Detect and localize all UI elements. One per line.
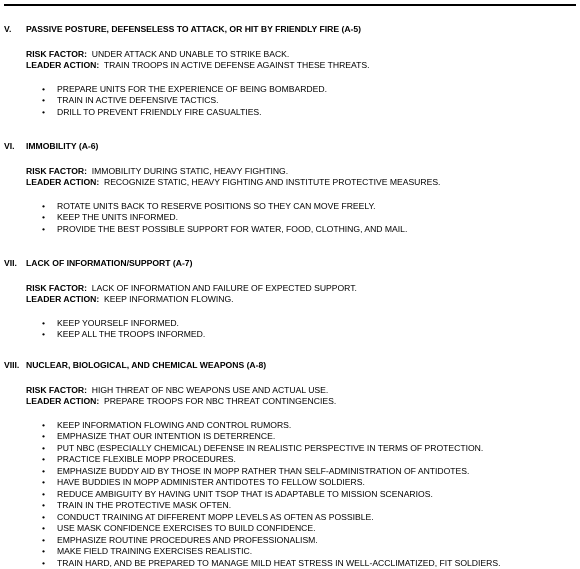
section-heading <box>4 258 576 270</box>
list-item: • USE MASK CONFIDENCE EXERCISES TO BUILD CONFIDENCE. <box>42 523 576 535</box>
bullet-list <box>4 420 576 569</box>
list-item: • PUT NBC (ESPECIALLY CHEMICAL) DEFENSE IN REALISTIC PERSPECTIVE IN TERMS OF PROTECTION. <box>42 443 576 455</box>
section-title: PASSIVE POSTURE, DEFENSELESS TO ATTACK, OR HIT BY FRIENDLY FIRE (A-5) <box>26 24 361 36</box>
risk-block <box>4 283 576 306</box>
leader-action-label: LEADER ACTION: <box>26 177 99 187</box>
list-item: • KEEP YOURSELF INFORMED. <box>42 318 576 330</box>
list-item: • ROTATE UNITS BACK TO RESERVE POSITIONS SO THEY CAN MOVE FREELY. <box>42 201 576 213</box>
risk-factor-text: LACK OF INFORMATION AND FAILURE OF EXPECTED SUPPORT. <box>92 283 357 293</box>
list-item: • REDUCE AMBIGUITY BY HAVING UNIT TSOP THAT IS ADAPTABLE TO MISSION SCENARIOS. <box>42 489 576 501</box>
risk-factor-label: RISK FACTOR: <box>26 385 87 395</box>
list-item: • KEEP ALL THE TROOPS INFORMED. <box>42 329 576 341</box>
risk-factor-line <box>26 283 576 295</box>
section-title: IMMOBILITY (A-6) <box>26 141 98 153</box>
list-item: • TRAIN IN THE PROTECTIVE MASK OFTEN. <box>42 500 576 512</box>
risk-factor-label: RISK FACTOR: <box>26 49 87 59</box>
list-item: • PRACTICE FLEXIBLE MOPP PROCEDURES. <box>42 454 576 466</box>
section-vii <box>4 258 576 341</box>
section-title: LACK OF INFORMATION/SUPPORT (A-7) <box>26 258 192 270</box>
leader-action-text: RECOGNIZE STATIC, HEAVY FIGHTING AND INSTITUTE PROTECTIVE MEASURES. <box>104 177 440 187</box>
section-title: NUCLEAR, BIOLOGICAL, AND CHEMICAL WEAPONS (A-8) <box>26 360 266 372</box>
list-item: • EMPHASIZE BUDDY AID BY THOSE IN MOPP RATHER THAN SELF-ADMINISTRATION OF ANTIDOTES. <box>42 466 576 478</box>
risk-factor-text: IMMOBILITY DURING STATIC, HEAVY FIGHTING. <box>92 166 288 176</box>
leader-action-text: TRAIN TROOPS IN ACTIVE DEFENSE AGAINST THESE THREATS. <box>104 60 370 70</box>
bullet-list <box>4 84 576 119</box>
leader-action-text: PREPARE TROOPS FOR NBC THREAT CONTINGENCIES. <box>104 396 336 406</box>
risk-factor-text: HIGH THREAT OF NBC WEAPONS USE AND ACTUAL USE. <box>92 385 329 395</box>
section-heading <box>4 24 576 36</box>
list-item: • HAVE BUDDIES IN MOPP ADMINISTER ANTIDOTES TO FELLOW SOLDIERS. <box>42 477 576 489</box>
section-number: VII. <box>4 258 26 270</box>
risk-factor-label: RISK FACTOR: <box>26 166 87 176</box>
risk-factor-line <box>26 166 576 178</box>
list-item: • CONDUCT TRAINING AT DIFFERENT MOPP LEVELS AS OFTEN AS POSSIBLE. <box>42 512 576 524</box>
bullet-list <box>4 318 576 341</box>
list-item: • DRILL TO PREVENT FRIENDLY FIRE CASUALTIES. <box>42 107 576 119</box>
section-heading <box>4 141 576 153</box>
bullet-list <box>4 201 576 236</box>
section-viii <box>4 360 576 569</box>
list-item: • EMPHASIZE ROUTINE PROCEDURES AND PROFESSIONALISM. <box>42 535 576 547</box>
leader-action-label: LEADER ACTION: <box>26 294 99 304</box>
section-v <box>4 24 576 118</box>
list-item: • TRAIN IN ACTIVE DEFENSIVE TACTICS. <box>42 95 576 107</box>
list-item: • TRAIN HARD, AND BE PREPARED TO MANAGE MILD HEAT STRESS IN WELL-ACCLIMATIZED, FIT SOLDIERS. <box>42 558 576 569</box>
section-number: VI. <box>4 141 26 153</box>
risk-factor-line <box>26 385 576 397</box>
list-item: • MAKE FIELD TRAINING EXERCISES REALISTIC. <box>42 546 576 558</box>
list-item: • PREPARE UNITS FOR THE EXPERIENCE OF BEING BOMBARDED. <box>42 84 576 96</box>
risk-factor-line <box>26 49 576 61</box>
leader-action-label: LEADER ACTION: <box>26 60 99 70</box>
top-rule <box>4 4 576 6</box>
leader-action-text: KEEP INFORMATION FLOWING. <box>104 294 234 304</box>
risk-block <box>4 385 576 408</box>
leader-action-line <box>26 60 576 72</box>
risk-factor-text: UNDER ATTACK AND UNABLE TO STRIKE BACK. <box>92 49 290 59</box>
section-vi <box>4 141 576 235</box>
list-item: • KEEP THE UNITS INFORMED. <box>42 212 576 224</box>
leader-action-line <box>26 177 576 189</box>
section-heading <box>4 360 576 372</box>
list-item: • PROVIDE THE BEST POSSIBLE SUPPORT FOR WATER, FOOD, CLOTHING, AND MAIL. <box>42 224 576 236</box>
section-number: VIII. <box>4 360 26 372</box>
section-number: V. <box>4 24 26 36</box>
leader-action-label: LEADER ACTION: <box>26 396 99 406</box>
leader-action-line <box>26 294 576 306</box>
risk-block <box>4 166 576 189</box>
risk-block <box>4 49 576 72</box>
leader-action-line <box>26 396 576 408</box>
risk-factor-label: RISK FACTOR: <box>26 283 87 293</box>
list-item: • KEEP INFORMATION FLOWING AND CONTROL RUMORS. <box>42 420 576 432</box>
list-item: • EMPHASIZE THAT OUR INTENTION IS DETERRENCE. <box>42 431 576 443</box>
